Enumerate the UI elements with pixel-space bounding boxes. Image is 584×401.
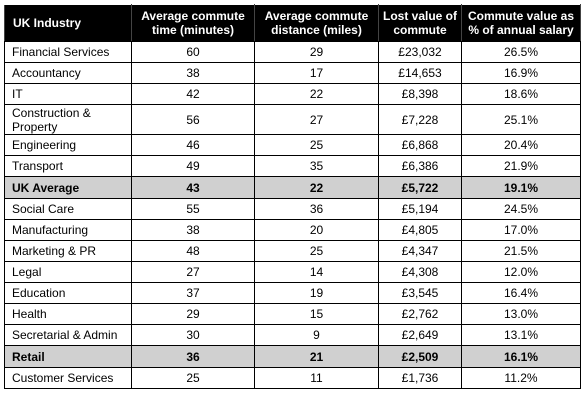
distance-cell: 36 — [255, 199, 379, 220]
commute-table — [4, 4, 581, 389]
distance-cell: 35 — [255, 156, 379, 177]
industry-cell: Construction & Property — [5, 105, 132, 135]
percent-salary-cell: 26.5% — [462, 42, 581, 63]
time-cell: 49 — [132, 156, 255, 177]
time-cell: 38 — [132, 220, 255, 241]
header-commute-distance: Average commute distance (miles) — [255, 5, 379, 42]
distance-cell: 22 — [255, 177, 379, 199]
lost-value-cell: £7,228 — [379, 105, 462, 135]
header-commute-time: Average commute time (minutes) — [132, 5, 255, 42]
table-row — [5, 199, 581, 220]
industry-cell: Secretarial & Admin — [5, 325, 132, 346]
industry-cell: Education — [5, 283, 132, 304]
time-cell: 56 — [132, 105, 255, 135]
percent-salary-cell: 19.1% — [462, 177, 581, 199]
time-cell: 43 — [132, 177, 255, 199]
distance-cell: 9 — [255, 325, 379, 346]
lost-value-cell: £6,868 — [379, 135, 462, 156]
percent-salary-cell: 18.6% — [462, 84, 581, 105]
percent-salary-cell: 16.4% — [462, 283, 581, 304]
percent-salary-cell: 25.1% — [462, 105, 581, 135]
industry-cell: Transport — [5, 156, 132, 177]
time-cell: 29 — [132, 304, 255, 325]
percent-salary-cell: 13.0% — [462, 304, 581, 325]
lost-value-cell: £5,722 — [379, 177, 462, 199]
header-industry: UK Industry — [5, 5, 132, 42]
time-cell: 36 — [132, 346, 255, 368]
table-row — [5, 283, 581, 304]
table-row — [5, 63, 581, 84]
percent-salary-cell: 16.9% — [462, 63, 581, 84]
lost-value-cell: £8,398 — [379, 84, 462, 105]
lost-value-cell: £1,736 — [379, 368, 462, 389]
industry-cell: Manufacturing — [5, 220, 132, 241]
lost-value-cell: £2,649 — [379, 325, 462, 346]
time-cell: 30 — [132, 325, 255, 346]
industry-cell: Customer Services — [5, 368, 132, 389]
distance-cell: 27 — [255, 105, 379, 135]
table-row-uk-average — [5, 177, 581, 199]
distance-cell: 20 — [255, 220, 379, 241]
lost-value-cell: £5,194 — [379, 199, 462, 220]
percent-salary-cell: 17.0% — [462, 220, 581, 241]
header-row — [5, 5, 581, 42]
table-row-retail — [5, 346, 581, 368]
distance-cell: 15 — [255, 304, 379, 325]
industry-cell: Accountancy — [5, 63, 132, 84]
time-cell: 27 — [132, 262, 255, 283]
lost-value-cell: £4,347 — [379, 241, 462, 262]
time-cell: 37 — [132, 283, 255, 304]
industry-cell: Financial Services — [5, 42, 132, 63]
table-row — [5, 262, 581, 283]
time-cell: 38 — [132, 63, 255, 84]
lost-value-cell: £2,762 — [379, 304, 462, 325]
distance-cell: 19 — [255, 283, 379, 304]
percent-salary-cell: 21.5% — [462, 241, 581, 262]
industry-cell: Engineering — [5, 135, 132, 156]
industry-cell: Health — [5, 304, 132, 325]
table-row — [5, 220, 581, 241]
lost-value-cell: £2,509 — [379, 346, 462, 368]
industry-cell: Social Care — [5, 199, 132, 220]
industry-cell: UK Average — [5, 177, 132, 199]
distance-cell: 14 — [255, 262, 379, 283]
distance-cell: 25 — [255, 135, 379, 156]
percent-salary-cell: 21.9% — [462, 156, 581, 177]
distance-cell: 29 — [255, 42, 379, 63]
table-row — [5, 105, 581, 135]
header-lost-value: Lost value of commute — [379, 5, 462, 42]
table-row — [5, 156, 581, 177]
table-row — [5, 42, 581, 63]
lost-value-cell: £4,805 — [379, 220, 462, 241]
table-row — [5, 304, 581, 325]
table-row — [5, 241, 581, 262]
time-cell: 25 — [132, 368, 255, 389]
percent-salary-cell: 13.1% — [462, 325, 581, 346]
industry-cell: Retail — [5, 346, 132, 368]
time-cell: 60 — [132, 42, 255, 63]
table-row — [5, 325, 581, 346]
header-percent-salary: Commute value as % of annual salary — [462, 5, 581, 42]
distance-cell: 17 — [255, 63, 379, 84]
industry-cell: Marketing & PR — [5, 241, 132, 262]
percent-salary-cell: 20.4% — [462, 135, 581, 156]
time-cell: 55 — [132, 199, 255, 220]
lost-value-cell: £23,032 — [379, 42, 462, 63]
distance-cell: 21 — [255, 346, 379, 368]
lost-value-cell: £3,545 — [379, 283, 462, 304]
table-row — [5, 84, 581, 105]
percent-salary-cell: 24.5% — [462, 199, 581, 220]
time-cell: 46 — [132, 135, 255, 156]
table-row — [5, 135, 581, 156]
lost-value-cell: £4,308 — [379, 262, 462, 283]
time-cell: 48 — [132, 241, 255, 262]
percent-salary-cell: 12.0% — [462, 262, 581, 283]
time-cell: 42 — [132, 84, 255, 105]
distance-cell: 25 — [255, 241, 379, 262]
industry-cell: IT — [5, 84, 132, 105]
table-row — [5, 368, 581, 389]
industry-cell: Legal — [5, 262, 132, 283]
lost-value-cell: £14,653 — [379, 63, 462, 84]
distance-cell: 22 — [255, 84, 379, 105]
distance-cell: 11 — [255, 368, 379, 389]
percent-salary-cell: 16.1% — [462, 346, 581, 368]
lost-value-cell: £6,386 — [379, 156, 462, 177]
percent-salary-cell: 11.2% — [462, 368, 581, 389]
